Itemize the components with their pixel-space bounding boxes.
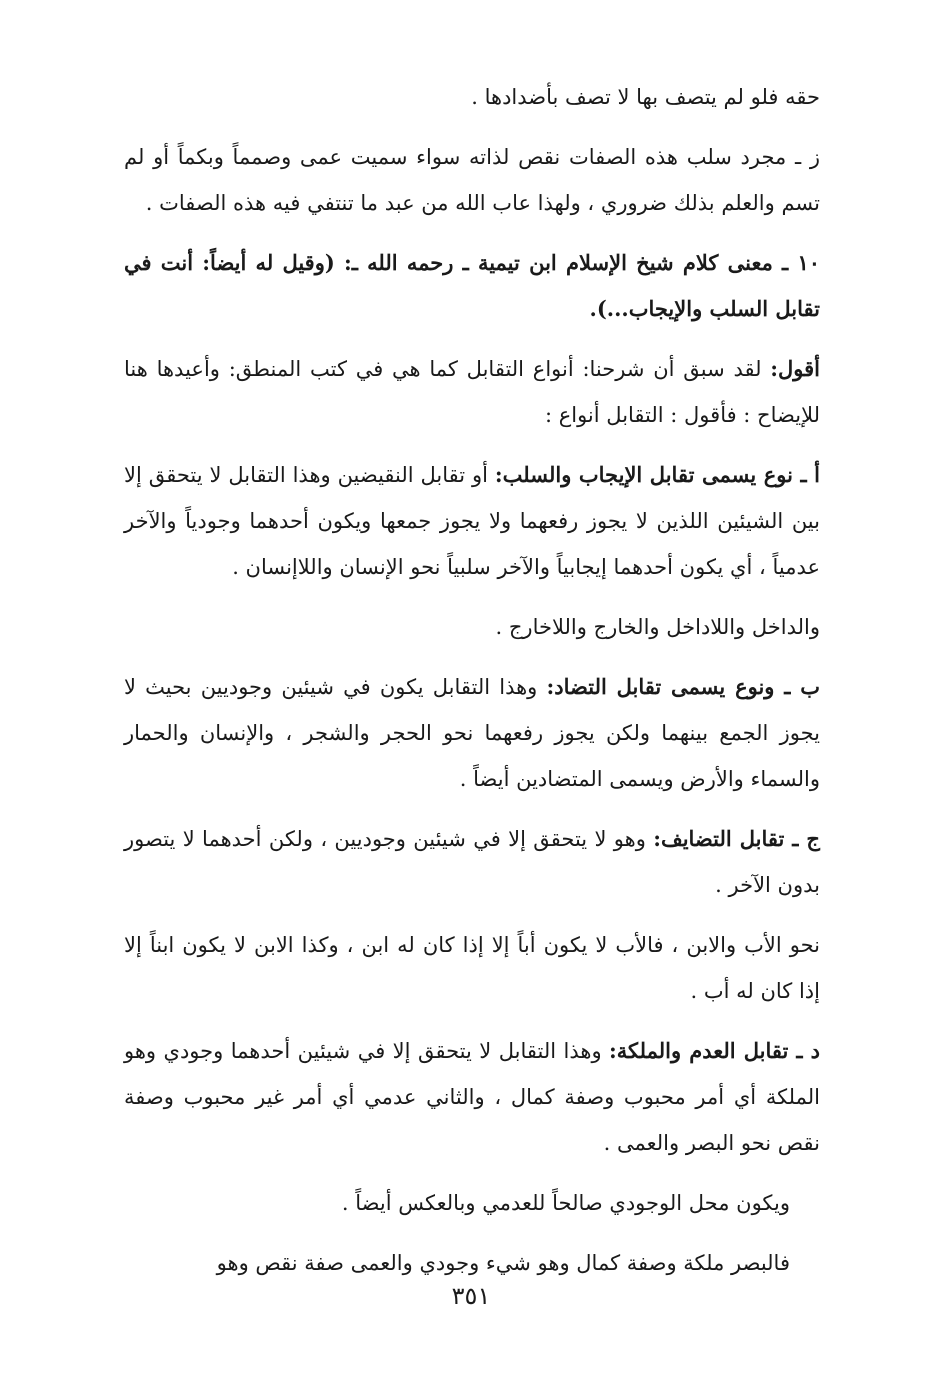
paragraph-text: فالبصر ملكة وصفة كمال وهو شيء وجودي والعمى صفة نقص وهو — [216, 1251, 790, 1275]
paragraph-lead: د ـ تقابل العدم والملكة: — [609, 1038, 820, 1063]
paragraph-9 — [124, 922, 820, 1014]
paragraph-1 — [124, 74, 820, 120]
paragraph-text: وهو لا يتحقق إلا في شيئين وجوديين ، ولكن أحدهما لا يتصور بدون الآخر . — [124, 827, 820, 897]
paragraph-text: لقد سبق أن شرحنا: أنواع التقابل كما هي في كتب المنطق: وأعيدها هنا للإيضاح : فأقول : التقابل أنواع : — [124, 357, 820, 427]
paragraph-4 — [124, 346, 820, 438]
paragraph-text: ويكون محل الوجودي صالحاً للعدمي وبالعكس أيضاً . — [341, 1191, 790, 1215]
paragraph-text: نحو الأب والابن ، فالأب لا يكون أباً إلا إذا كان له ابن ، وكذا الابن لا يكون ابناً إلا إذا كان له أب . — [124, 933, 820, 1003]
heading-text: ١٠ ـ معنى كلام شيخ الإسلام ابن تيمية ـ رحمه الله ـ: (وقيل له أيضاً: أنت في تقابل السلب والإيجاب...). — [124, 250, 820, 321]
paragraph-lead: ب ـ ونوع يسمى تقابل التضاد: — [546, 674, 820, 699]
paragraph-lead: ج ـ تقابل التضايف: — [653, 826, 820, 851]
paragraph-5 — [124, 452, 820, 590]
paragraph-7 — [124, 664, 820, 802]
paragraph-text: حقه فلو لم يتصف بها لا تصف بأضدادها . — [471, 85, 820, 109]
paragraph-11 — [124, 1180, 820, 1226]
page-body — [124, 74, 820, 1300]
paragraph-text: ز ـ مجرد سلب هذه الصفات نقص لذاته سواء سميت عمى وصمماً وبكماً أو لم تسم والعلم بذلك ضروري ، ولهذا عاب الله من عبد ما تنتفي فيه هذه الصفات . — [124, 145, 820, 215]
page-number: ٣٥١ — [451, 1282, 491, 1310]
paragraph-text: والداخل واللاداخل والخارج واللاخارج . — [495, 615, 820, 639]
paragraph-8 — [124, 816, 820, 908]
paragraph-6 — [124, 604, 820, 650]
paragraph-2 — [124, 134, 820, 226]
paragraph-lead: أقول: — [770, 356, 820, 381]
section-heading — [124, 240, 820, 332]
paragraph-text: وهذا التقابل لا يتحقق إلا في شيئين أحدهما وجودي وهو الملكة أي أمر محبوب وصفة كمال ، والثاني عدمي أي أمر غير محبوب وصفة نقص نحو البصر والعمى . — [124, 1039, 820, 1155]
paragraph-text: أو تقابل النقيضين وهذا التقابل لا يتحقق إلا بين الشيئين اللذين لا يجوز رفعهما ولا يجوز جمعها ويكون أحدهما وجودياً والآخر عدمياً ، أي يكون أحدهما إيجابياً والآخر سلبياً نحو الإنسان واللاإنسان . — [124, 463, 820, 579]
paragraph-12 — [124, 1240, 820, 1286]
paragraph-lead: أ ـ نوع يسمى تقابل الإيجاب والسلب: — [494, 462, 820, 487]
paragraph-text: وهذا التقابل يكون في شيئين وجوديين بحيث لا يجوز الجمع بينهما ولكن يجوز رفعهما نحو الحجر والشجر ، والإنسان والحمار والسماء والأرض ويسمى المتضادين أيضاً . — [124, 675, 820, 791]
paragraph-10 — [124, 1028, 820, 1166]
